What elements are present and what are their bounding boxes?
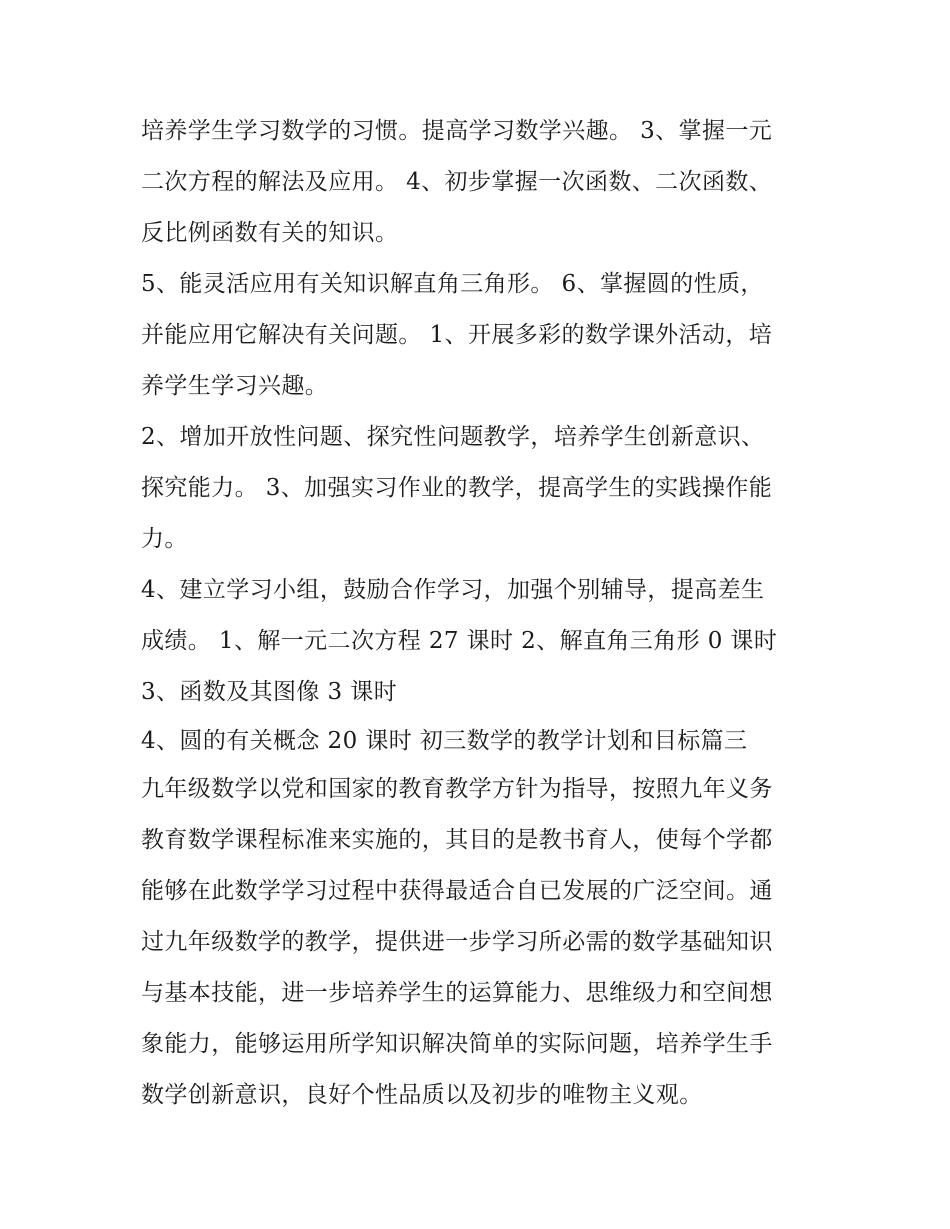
text-line: 3、函数及其图像 3 课时 [141,679,398,705]
text-line: 4、圆的有关概念 20 课时 初三数学的教学计划和目标篇三 [141,728,748,754]
document-body [141,106,821,1121]
text-line: 能够在此数学学习过程中获得最适合自已发展的广泛空间。通 [141,878,773,904]
text-line: 4、建立学习小组，鼓励合作学习，加强个别辅导，提高差生 [141,577,765,603]
text-line: 探究能力。 3、加强实习作业的教学，提高学生的实践操作能 [141,475,773,501]
text-line: 5、能灵活应用有关知识解直角三角形。 6、掌握圆的性质， [141,271,764,297]
text-line: 培养学生学习数学的习惯。提高学习数学兴趣。 3、掌握一元 [141,118,773,144]
text-line: 成绩。 1、解一元二次方程 27 课时 2、解直角三角形 0 课时 [141,628,778,654]
text-line: 2、增加开放性问题、探究性问题教学，培养学生创新意识、 [141,424,765,450]
text-line: 并能应用它解决有关问题。 1、开展多彩的数学课外活动，培 [141,322,773,348]
text-line: 象能力，能够运用所学知识解决简单的实际问题，培养学生手 [141,1031,773,1057]
text-line: 二次方程的解法及应用。 4、初步掌握一次函数、二次函数、 [141,169,773,195]
text-line: 力。 [141,526,188,552]
text-line: 教育数学课程标准来实施的，其目的是教书育人，使每个学都 [141,827,773,853]
text-line: 九年级数学以党和国家的教育教学方针为指导，按照九年义务 [141,776,773,802]
text-line: 养学生学习兴趣。 [141,373,329,399]
text-line: 与基本技能，进一步培养学生的运算能力、思维级力和空间想 [141,980,773,1006]
text-line: 过九年级数学的教学，提供进一步学习所必需的数学基础知识 [141,929,773,955]
text-line: 反比例函数有关的知识。 [141,220,399,246]
text-line: 数学创新意识，良好个性品质以及初步的唯物主义观。 [141,1082,703,1108]
